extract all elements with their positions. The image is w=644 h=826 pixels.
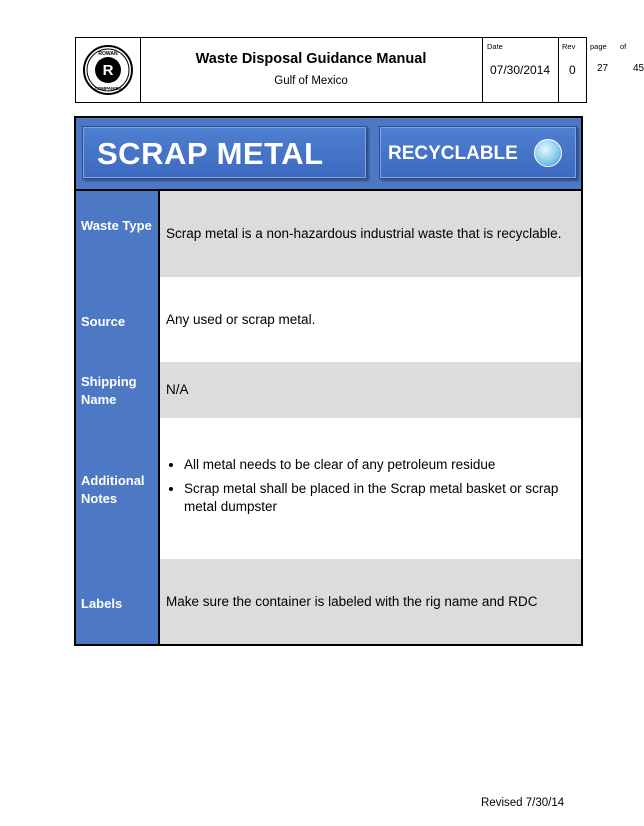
of-label: of [620, 42, 627, 51]
row-source [160, 277, 581, 362]
label-column [76, 191, 160, 644]
row-waste-type [160, 191, 581, 277]
revised-footer: Revised 7/30/14 [481, 797, 565, 809]
shipping-name-text: N/A [166, 382, 189, 397]
row-label-labels: Labels [81, 596, 123, 611]
logo-text-bottom: COMPANIES [94, 86, 122, 91]
company-logo [76, 38, 140, 102]
total-pages: 45 [633, 63, 644, 74]
waste-title: SCRAP METAL [82, 126, 367, 179]
row-label-source: Source [81, 314, 126, 329]
list-item: • All metal needs to be clear of any petroleum residue [184, 456, 581, 474]
row-additional-notes [160, 418, 581, 559]
source-text: Any used or scrap metal. [166, 312, 316, 327]
date-value: 07/30/2014 [490, 63, 551, 77]
recycle-icon [534, 139, 562, 167]
labels-text: Make sure the container is labeled with the rig name and RDC [166, 594, 538, 609]
rev-cell [559, 38, 587, 102]
notes-list [166, 456, 581, 516]
waste-type-text: Scrap metal is a non-hazardous industrial waste that is recyclable. [166, 226, 562, 241]
waste-banner [76, 118, 581, 191]
logo-text-top: ROWAN [98, 51, 118, 57]
rev-value: 0 [569, 63, 576, 77]
category-label: RECYCLABLE [388, 143, 518, 164]
manual-title: Waste Disposal Guidance Manual [195, 51, 427, 67]
category-badge [379, 126, 577, 179]
manual-subtitle: Gulf of Mexico [274, 75, 348, 87]
page-label: page [590, 42, 607, 51]
logo-cell [76, 38, 141, 102]
title-cell [140, 38, 483, 102]
row-shipping-name [160, 362, 581, 418]
row-labels [160, 559, 581, 644]
row-label-shipping-name: Shipping Name [81, 374, 137, 407]
page-value: 27 [597, 63, 609, 74]
waste-info-panel [74, 116, 583, 646]
rev-label: Rev [562, 42, 576, 51]
list-item: • Scrap metal shall be placed in the Scrap metal basket or scrap metal dumpster [184, 480, 581, 516]
date-label: Date [487, 42, 503, 51]
date-cell [483, 38, 559, 102]
document-header [75, 37, 644, 103]
row-label-additional-notes: Additional Notes [81, 473, 145, 506]
logo-letter: R [102, 62, 114, 79]
row-label-waste-type: Waste Type [81, 218, 152, 233]
